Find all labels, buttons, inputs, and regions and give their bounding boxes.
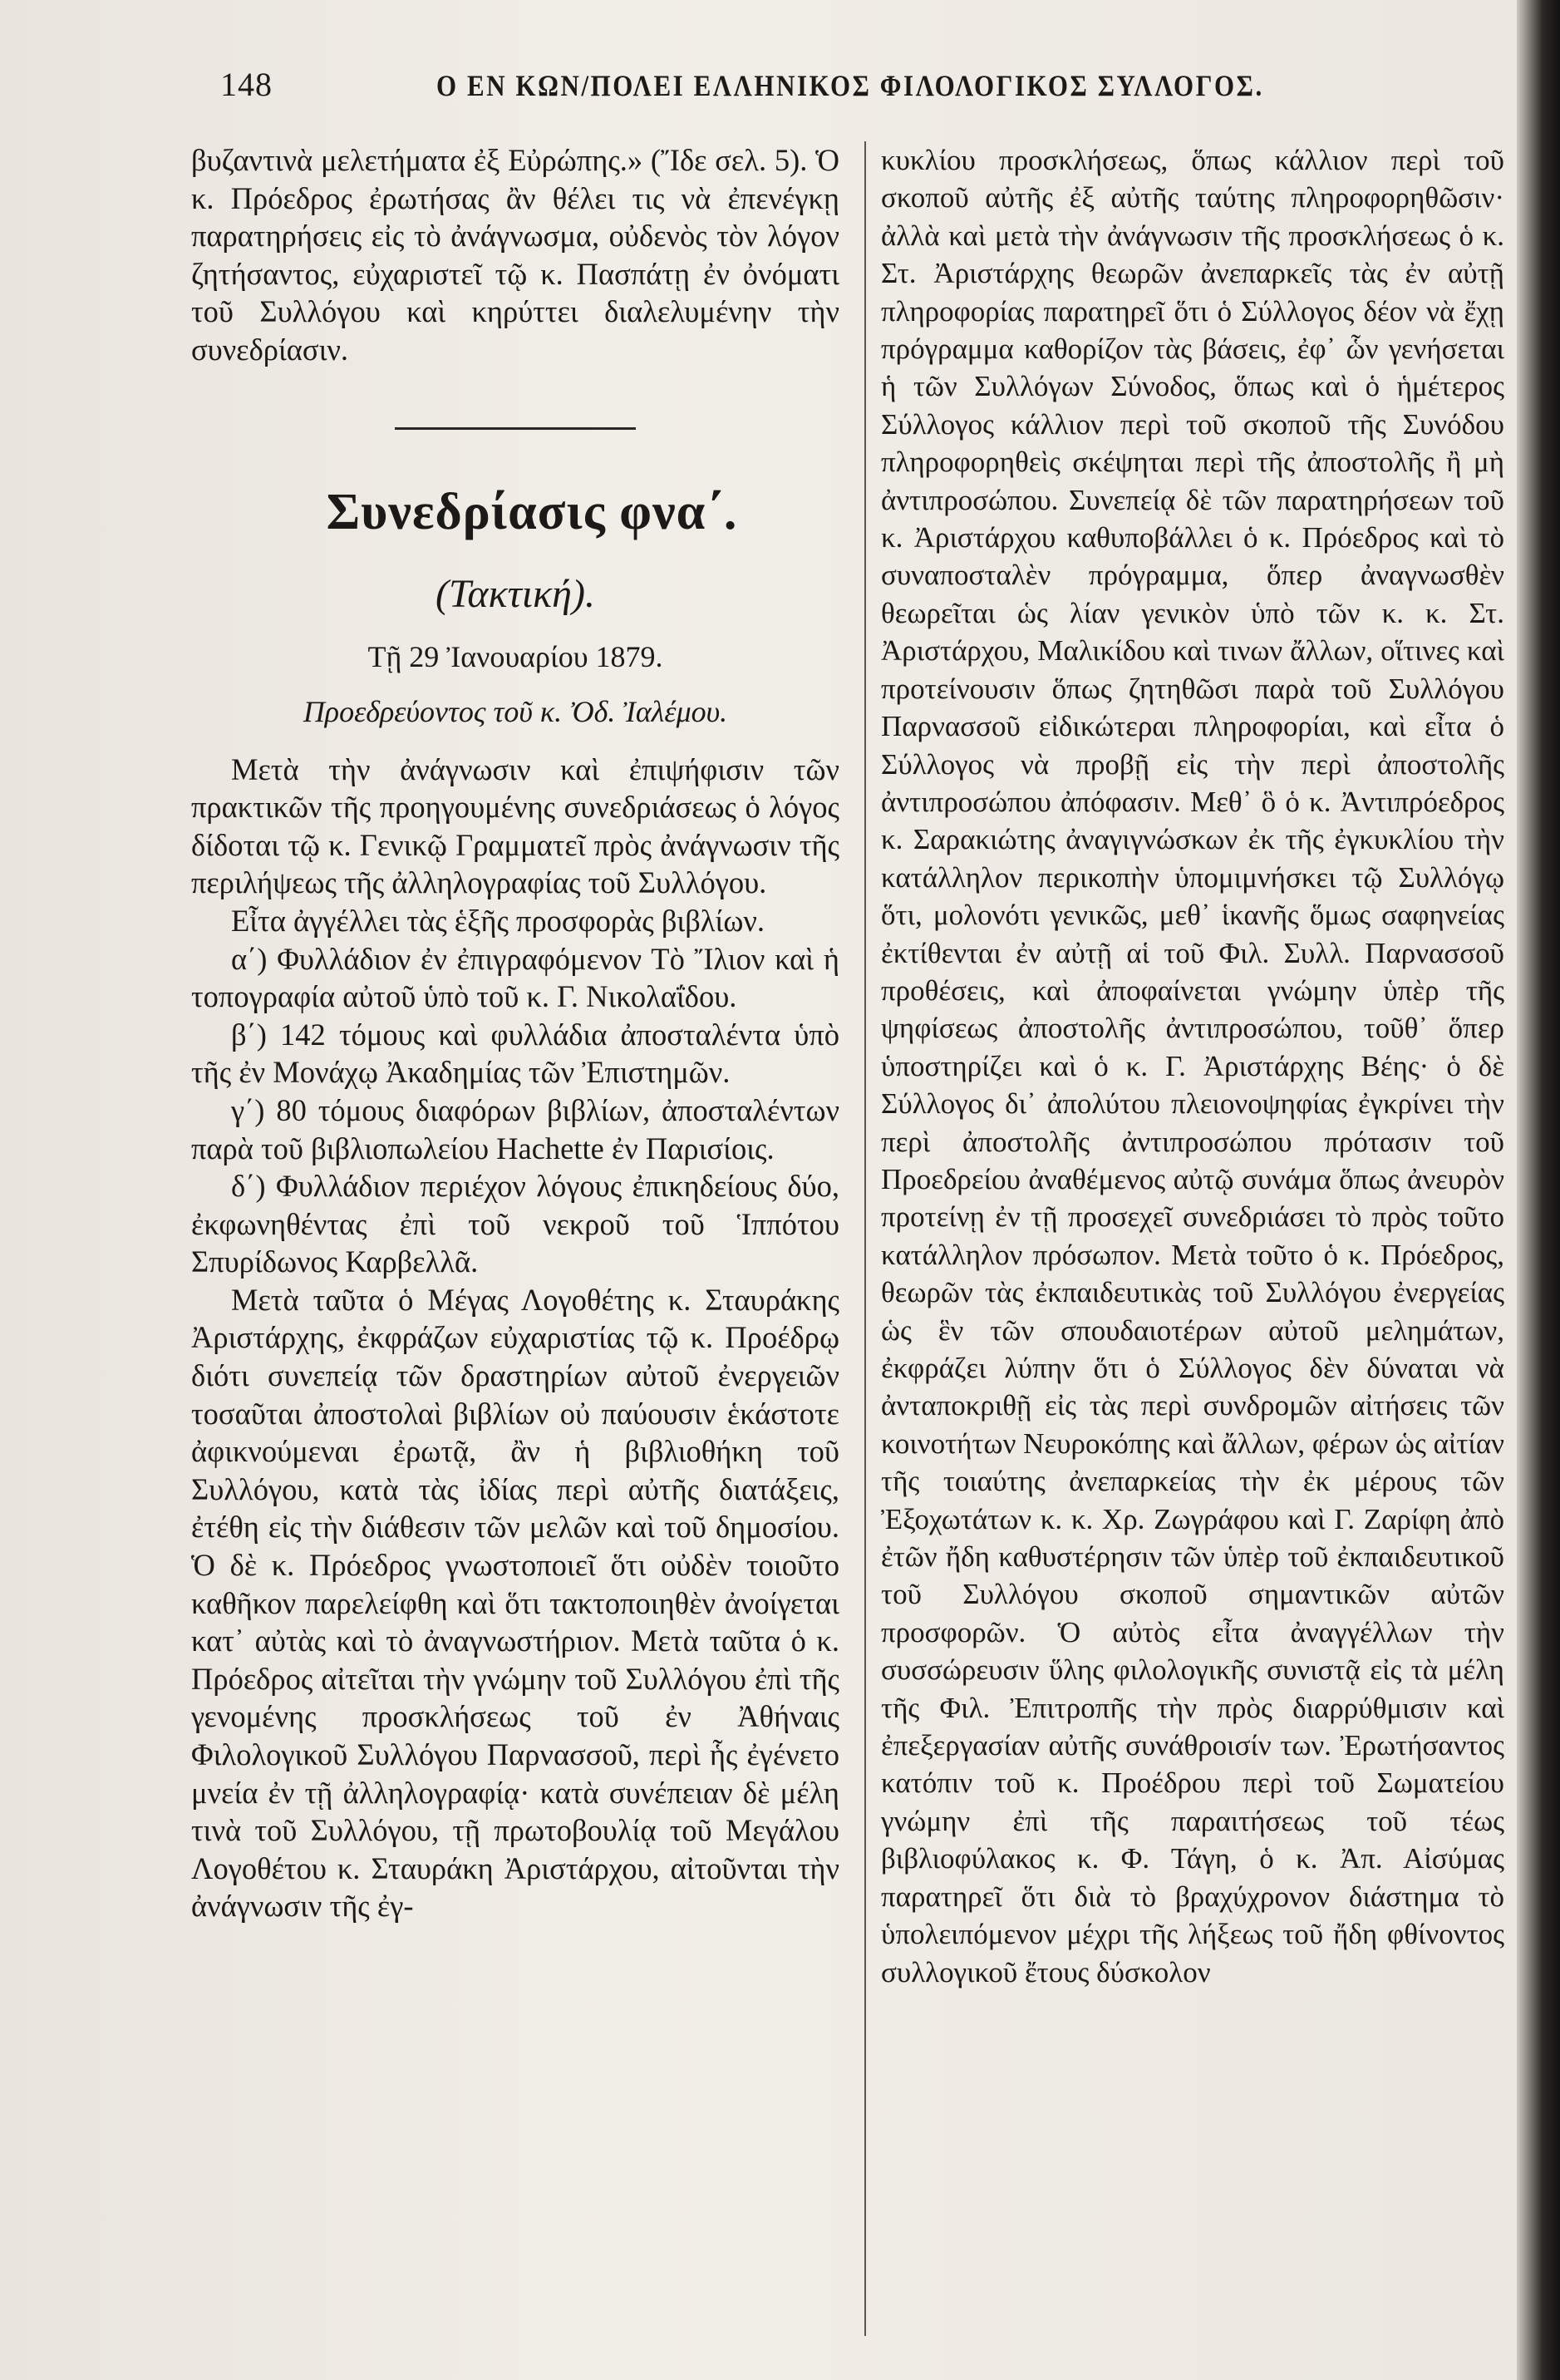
session-date: Τῇ 29 Ἰανουαρίου 1879. <box>367 639 663 673</box>
paragraph-library: Μετὰ ταῦτα ὁ Μέγας Λογοθέτης κ. Σταυράκης Ἀριστάρχης, ἐκφράζων εὐχαριστίας τῷ κ. Προέδρῳ διότι συνεπείᾳ τῶν δραστηρίων αὐτοῦ ἐνεργειῶν τοσαῦται ἀποστολαὶ βιβλίων οὐ παύουσιν ἑκάστοτε ἀφικνούμεναι ἐρωτᾷ, ἂν ἡ βιβλιοθήκη τοῦ Συλλόγου, κατὰ τὰς ἰδίας περὶ αὐτῆς διατάξεις, ἐτέθη εἰς τὴν διάθεσιν τῶν μελῶν καὶ τοῦ δημοσίου. Ὁ δὲ κ. Πρόεδρος γνωστοποιεῖ ὅτι οὐδὲν τοιοῦτο καθῆκον παρελείφθη καὶ ὅτι τακτοποιηθὲν ἀνοίγεται κατ᾿ αὐτὰς καὶ τὸ ἀναγνωστήριον. Μετὰ ταῦτα ὁ κ. Πρόεδρος αἰτεῖται τὴν γνώμην τοῦ Συλλόγου ἐπὶ τῆς γενομένης προσκλήσεως τοῦ ἐν Ἀθήναις Φιλολογικοῦ Συλλόγου Παρνασσοῦ, περὶ ἧς ἐγένετο μνεία ἐν τῇ ἀλληλογραφίᾳ· κατὰ συνέπειαν δὲ μέλη τινὰ τοῦ Συλλόγου, τῇ πρωτοβουλίᾳ τοῦ Μεγάλου Λογοθέτου κ. Σταυράκη Ἀριστάρχου, αἰτοῦνται τὴν ἀνάγνωσιν τῆς ἐγ- <box>191 1282 839 1924</box>
offer-item-b: β΄) 142 τόμους καὶ φυλλάδια ἀποσταλέντα ὑπὸ τῆς ἐν Μονάχῳ Ἀκαδημίας τῶν Ἐπιστημῶν. <box>191 1017 839 1090</box>
right-column <box>881 141 1504 1991</box>
column-divider <box>864 141 866 2336</box>
offer-item-d: δ΄) Φυλλάδιον περιέχον λόγους ἐπικηδείους δύο, ἐκφωνηθέντας ἐπὶ τοῦ νεκροῦ τοῦ Ἱππότου Σπυρίδωνος Καρβελλᾶ. <box>191 1169 839 1279</box>
session-chair: Προεδρεύοντος τοῦ κ. Ὀδ. Ἰαλέμου. <box>303 694 728 728</box>
session-title: Συνεδρίασις φνα΄. <box>326 483 738 540</box>
paragraph-continuation: κυκλίου προσκλήσεως, ὅπως κάλλιον περὶ τοῦ σκοποῦ αὐτῆς ἐξ αὐτῆς ταύτης πληροφορηθῶσιν· ἀλλὰ καὶ μετὰ τὴν ἀνάγνωσιν τῆς προσκλήσεως ὁ κ. Στ. Ἀριστάρχης θεωρῶν ἀνεπαρκεῖς τὰς ἐν αὐτῇ πληροφορίας παρατηρεῖ ὅτι ὁ Σύλλογος δέον νὰ ἔχῃ πρόγραμμα καθορίζον τὰς βάσεις, ἐφ᾿ ὧν γενήσεται ἡ τῶν Συλλόγων Σύνοδος, ὅπως καὶ ὁ ἡμέτερος Σύλλογος κάλλιον περὶ τοῦ σκοποῦ τῆς Συνόδου πληροφορηθεὶς σκέψηται περὶ τῆς ἀποστολῆς ἢ μὴ ἀντιπροσώπου. Συνεπείᾳ δὲ τῶν παρατηρήσεων τοῦ κ. Ἀριστάρχου καθυποβάλλει ὁ κ. Πρόεδρος καὶ τὸ συναποσταλὲν πρόγραμμα, ὅπερ ἀναγνωσθὲν θεωρεῖται ὡς λίαν γενικὸν ὑπὸ τῶν κ. κ. Στ. Ἀριστάρχου, Μαλικίδου καὶ τινων ἄλλων, οἵτινες καὶ προτείνουσιν ὅπως ζητηθῶσι παρὰ τοῦ Συλλόγου Παρνασσοῦ εἰδικώτεραι πληροφορίαι, καὶ εἶτα ὁ Σύλλογος νὰ προβῇ εἰς τὴν περὶ ἀποστολῆς ἀντιπροσώπου ἀπόφασιν. Μεθ᾿ ὃ ὁ κ. Ἀντιπρόεδρος κ. Σαρακιώτης ἀναγιγνώσκων ἐκ τῆς ἐγκυκλίου τὴν κατάλληλον περικοπὴν ὑπομιμνήσκει τῷ Συλλόγῳ ὅτι, μολονότι γενικῶς, μεθ᾿ ἱκανῆς ὅμως σαφηνείας ἐκτίθενται ἐν αὐτῇ αἱ τοῦ Φιλ. Συλλ. Παρνασσοῦ προθέσεις, καὶ ἀποφαίνεται γνώμην ὑπὲρ τῆς ψηφίσεως ἀποστολῆς ἀντιπροσώπου, τοῦθ᾿ ὅπερ ὑποστηρίζει καὶ ὁ κ. Γ. Ἀριστάρχης Βέης· ὁ δὲ Σύλλογος δι᾿ ἀπολύτου πλειονοψηφίας ἐγκρίνει τὴν περὶ ἀποστολῆς ἀντιπροσώπου πρότασιν τοῦ Προεδρείου ἀναθέμενος αὐτῷ συνάμα ὅπως ἀνευρὸν προτείνῃ ἐν τῇ προσεχεῖ συνεδριάσει τὸ πρὸς τοῦτο κατάλληλον πρόσωπον. Μετὰ τοῦτο ὁ κ. Πρόεδρος, θεωρῶν τὰς ἐκπαιδευτικὰς τοῦ Συλλόγου ἐνεργείας ὡς ἓν τῶν σπουδαιοτέρων αὐτοῦ μελημάτων, ἐκφράζει λύπην ὅτι ὁ Σύλλογος δὲν δύναται νὰ ἀνταποκριθῇ εἰς τὰς περὶ συνδρομῶν αἰτήσεις τῶν κοινοτήτων Νευροκόπης καὶ ἄλλων, φέρων ὡς αἰτίαν τῆς τοιαύτης ἀνεπαρκείας τὴν ἐκ μέρους τῶν Ἐξοχωτάτων κ. κ. Χρ. Ζωγράφου καὶ Γ. Ζαρίφη ἀπὸ ἐτῶν ἤδη καθυστέρησιν τῶν ὑπὲρ τοῦ ἐκπαιδευτικοῦ τοῦ Συλλόγου σκοποῦ σημαντικῶν αὐτῶν προσφορῶν. Ὁ αὐτὸς εἶτα ἀναγγέλλων τὴν συσσώρευσιν ὕλης φιλολογικῆς συνιστᾷ εἰς τὰ μέλη τῆς Φιλ. Ἐπιτροπῆς τὴν πρὸς διαρρύθμισιν καὶ ἐπεξεργασίαν αὐτῆς συνάθροισίν των. Ἐρωτήσαντος κατόπιν τοῦ κ. Προέδρου περὶ τοῦ Σωματείου γνώμην ἐπὶ τῆς παραιτήσεως τοῦ τέως βιβλιοφύλακος κ. Φ. Τάγη, ὁ κ. Ἀπ. Αἰσύμας παρατηρεῖ ὅτι διὰ τὸ βραχύχρονον διάστημα τὸ ὑπολειπόμενον μέχρι τῆς λήξεως τοῦ ἤδη φθίνοντος συλλογικοῦ ἔτους δύσκολον <box>881 144 1504 1988</box>
page-edge-shadow <box>1517 0 1560 2380</box>
offer-item-c: γ΄) 80 τόμους διαφόρων βιβλίων, ἀποσταλέντων παρὰ τοῦ βιβλιοπωλείου Hachette ἐν Παρισίοις. <box>191 1092 839 1165</box>
paragraph-offers: Εἶτα ἀγγέλλει τὰς ἑξῆς προσφορὰς βιβλίων. <box>231 903 765 938</box>
session-type: (Τακτική). <box>436 571 595 616</box>
offer-item-a: α΄) Φυλλάδιον ἐν ἐπιγραφόμενον Τὸ Ἴλιον καὶ ἡ τοπογραφία αὐτοῦ ὑπὸ τοῦ κ. Γ. Νικολαΐδου. <box>191 941 839 1014</box>
left-column <box>191 141 839 1925</box>
opening-paragraph: βυζαντινὰ μελετήματα ἐξ Εὐρώπης.» (Ἴδε σελ. 5). Ὁ κ. Πρόεδρος ἐρωτήσας ἂν θέλει τις νὰ ἐπενέγκῃ παρατηρήσεις εἰς τὸ ἀνάγνωσμα, οὐδενὸς τὸν λόγον ζητήσαντος, εὐχαριστεῖ τῷ κ. Πασπάτῃ ἐν ὀνόματι τοῦ Συλλόγου καὶ κηρύττει διαλελυμένην τὴν συνεδρίασιν. <box>191 143 839 367</box>
page-header <box>220 65 1292 115</box>
page-number: 148 <box>220 66 273 103</box>
running-head: Ο ΕΝ ΚΩΝ/ΠΟΛΕΙ ΕΛΛΗΝΙΚΟΣ ΦΙΛΟΛΟΓΙΚΟΣ ΣΥΛΛΟΓΟΣ. <box>436 69 1264 102</box>
paragraph-minutes: Μετὰ τὴν ἀνάγνωσιν καὶ ἐπιψήφισιν τῶν πρακτικῶν τῆς προηγουμένης συνεδριάσεως ὁ λόγος δίδοται τῷ κ. Γενικῷ Γραμματεῖ πρὸς ἀνάγνωσιν τῆς περιλήψεως τῆς ἀλληλογραφίας τοῦ Συλλόγου. <box>191 751 839 900</box>
section-separator <box>395 427 636 430</box>
